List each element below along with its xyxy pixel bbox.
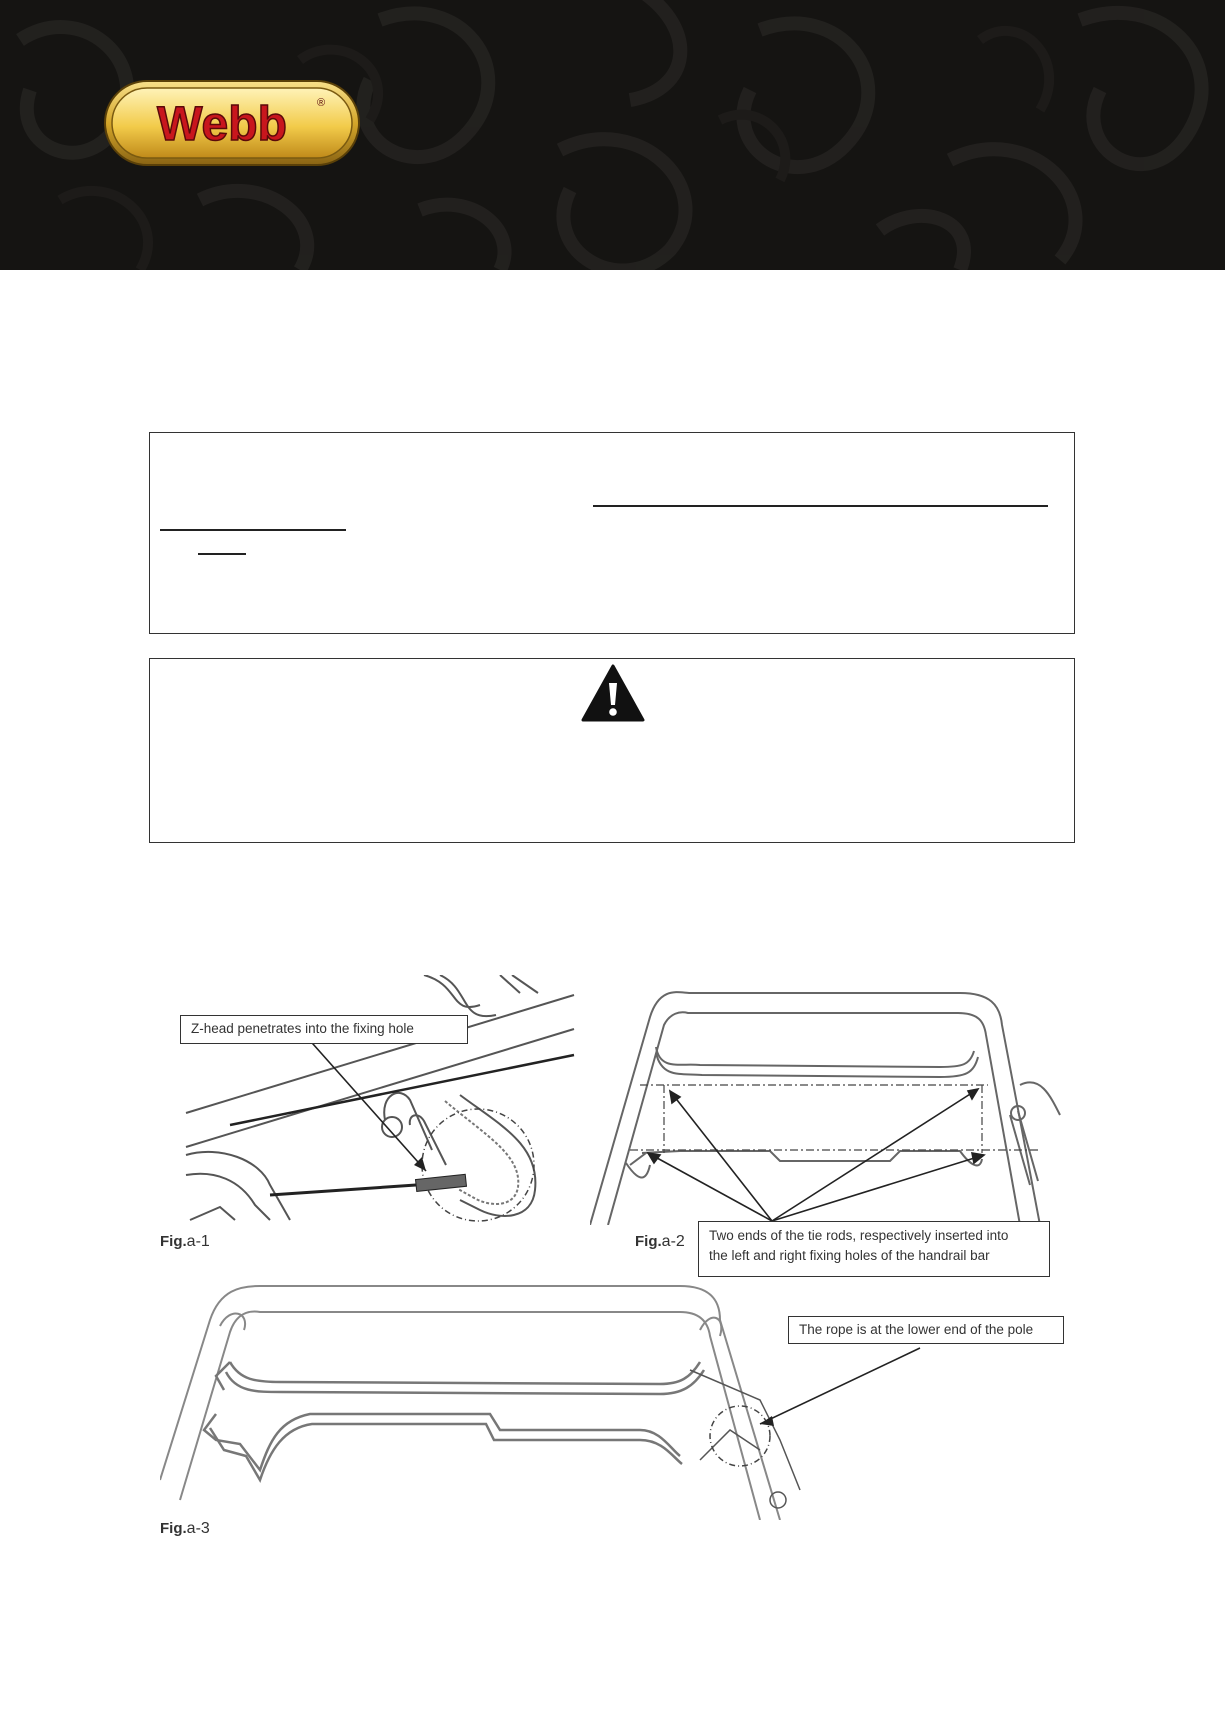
figure-a1-callout: Z-head penetrates into the fixing hole (180, 1015, 468, 1044)
figure-label-prefix: Fig. (160, 1520, 187, 1537)
figure-a2-drawing (590, 985, 1070, 1225)
figure-a2-callout-line1: Two ends of the tie rods, respectively inserted into (709, 1228, 1009, 1243)
warning-box (149, 658, 1075, 843)
svg-text:®: ® (317, 97, 326, 109)
figure-a2-callout (698, 1221, 1050, 1277)
underline-rule (198, 553, 246, 555)
figure-a2 (590, 985, 1070, 1285)
figure-a3-callout: The rope is at the lower end of the pole (788, 1316, 1064, 1344)
figure-label-suffix: a-1 (186, 1233, 210, 1250)
figure-label-suffix: a-3 (186, 1520, 210, 1537)
figure-a3 (160, 1280, 1070, 1540)
figure-label-suffix: a-2 (661, 1233, 685, 1250)
page-header (0, 0, 1225, 270)
webb-logo (104, 80, 360, 166)
figure-a2-label (635, 1233, 685, 1251)
figure-label-prefix: Fig. (635, 1233, 662, 1250)
figure-a3-label (160, 1520, 210, 1538)
svg-text:Webb: Webb (157, 98, 287, 151)
instruction-box (149, 432, 1075, 634)
figure-label-prefix: Fig. (160, 1233, 187, 1250)
underline-rule (593, 505, 1048, 507)
underline-rule (160, 529, 346, 531)
warning-triangle-icon (580, 663, 646, 723)
figure-a2-callout-line2: the left and right fixing holes of the handrail bar (709, 1248, 990, 1263)
figure-a1 (160, 975, 580, 1255)
figure-a1-label (160, 1233, 210, 1251)
